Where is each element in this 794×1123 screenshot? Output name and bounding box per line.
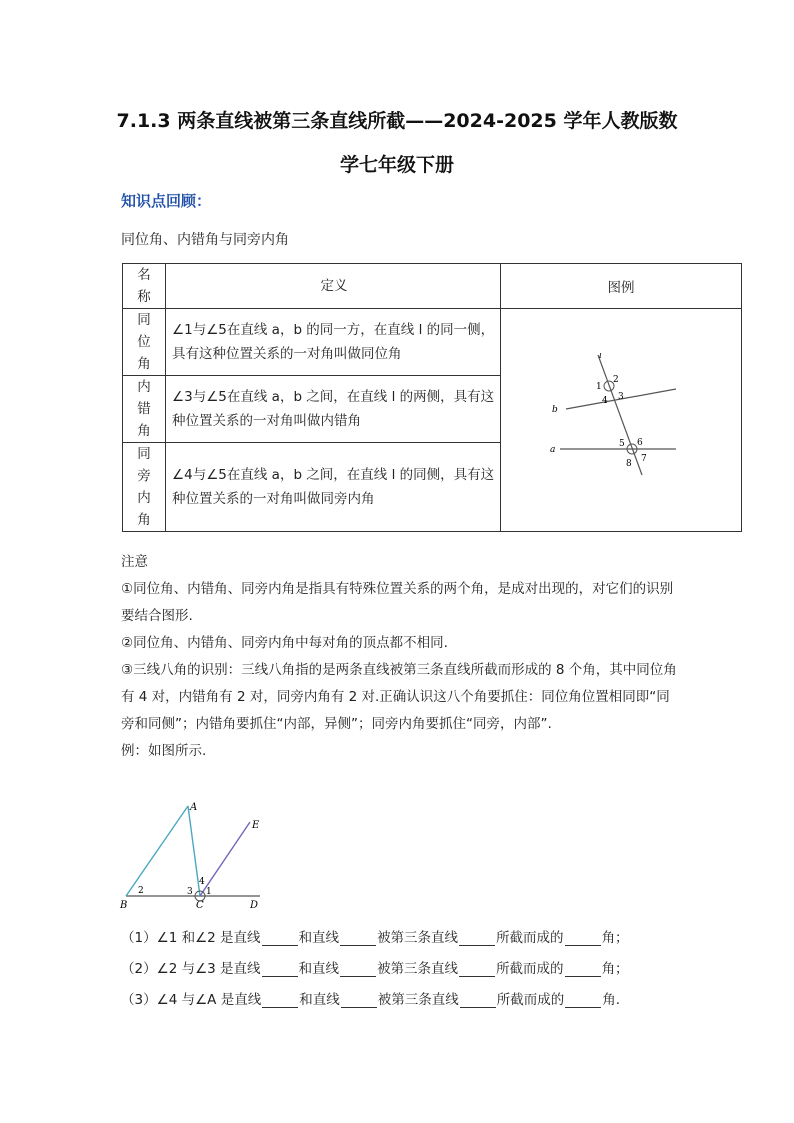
- row-name: [123, 376, 166, 443]
- row-name-text: 同旁内角: [137, 446, 151, 528]
- label-angle-4: 4: [199, 877, 205, 887]
- label-B: B: [120, 900, 128, 910]
- header-figure: 图例: [501, 264, 742, 309]
- label-2: 2: [613, 375, 619, 385]
- q-part: 所截而成的: [496, 930, 564, 946]
- row-name-text: 内错角: [137, 379, 151, 439]
- question-1: [121, 926, 629, 946]
- q-part: 角.: [602, 992, 620, 1008]
- row-name: [123, 309, 166, 376]
- section-heading: 知识点回顾：: [121, 192, 212, 210]
- note-item-3: ③三线八角的识别：三线八角指的是两条直线被第三条直线所截而形成的 8 个角，其中同位角有 4 对，内错角有 2 对，同旁内角有 2 对.正确认识这八个角要抓住：同位角位置相同即“同旁和同侧”；内错角要抓住“内部，异侧”；同旁内角要抓住“同旁，内部”.: [121, 662, 677, 732]
- header-name-text: 名称: [137, 267, 151, 305]
- row-definition: ∠3与∠5在直线 a，b 之间，在直线 l 的两侧，具有这种位置关系的一对角叫做内错角: [166, 376, 501, 443]
- answer-blank[interactable]: [262, 962, 298, 977]
- q-part: 和直线: [298, 961, 340, 977]
- header-name: [123, 264, 166, 309]
- triangle-figure: [118, 800, 278, 910]
- row-name-text: 同位角: [137, 312, 151, 372]
- label-C: C: [196, 900, 204, 910]
- table-header-row: [123, 264, 742, 309]
- note-item-1: ①同位角、内错角、同旁内角是指具有特殊位置关系的两个角，是成对出现的，对它们的识别要结合图形.: [121, 581, 674, 624]
- label-A: A: [190, 802, 198, 813]
- parallel-lines-figure: [546, 353, 696, 483]
- answer-blank[interactable]: [262, 993, 298, 1008]
- label-7: 7: [641, 454, 647, 464]
- label-angle-2: 2: [138, 886, 144, 896]
- answer-blank[interactable]: [565, 931, 601, 946]
- answer-blank[interactable]: [262, 931, 298, 946]
- answer-blank[interactable]: [340, 962, 376, 977]
- segment-ba: [126, 806, 188, 896]
- answer-blank[interactable]: [565, 962, 601, 977]
- figure-cell: [501, 309, 742, 532]
- answer-blank[interactable]: [340, 931, 376, 946]
- q-part: 角；: [601, 930, 629, 946]
- notes-label: 注意: [121, 554, 148, 570]
- q-part: 被第三条直线: [377, 992, 459, 1008]
- label-D: D: [250, 900, 259, 910]
- label-angle-3: 3: [187, 887, 193, 897]
- note-item-2: ②同位角、内错角、同旁内角中每对角的顶点都不相同.: [121, 635, 448, 651]
- answer-blank[interactable]: [460, 993, 496, 1008]
- answer-blank[interactable]: [341, 993, 377, 1008]
- q-prefix: （3）∠4 与∠A 是直线: [121, 992, 262, 1008]
- definition-table: [122, 263, 742, 532]
- row-name: [123, 443, 166, 532]
- label-8: 8: [626, 459, 632, 469]
- subheading: 同位角、内错角与同旁内角: [121, 232, 289, 248]
- q-prefix: （1）∠1 和∠2 是直线: [121, 930, 261, 946]
- row-definition: ∠4与∠5在直线 a，b 之间，在直线 l 的同侧，具有这种位置关系的一对角叫做同旁内角: [166, 443, 501, 532]
- q-part: 和直线: [298, 930, 340, 946]
- q-part: 所截而成的: [496, 992, 565, 1008]
- label-angle-1: 1: [206, 887, 212, 897]
- label-E: E: [252, 820, 260, 831]
- ray-ce: [200, 822, 250, 896]
- label-b: b: [552, 405, 558, 415]
- q-part: 所截而成的: [496, 961, 564, 977]
- example-label: 例：如图所示.: [121, 743, 207, 759]
- answer-blank[interactable]: [565, 993, 601, 1008]
- label-3: 3: [618, 392, 624, 402]
- line-l: [598, 355, 642, 475]
- row-definition: ∠1与∠5在直线 a，b 的同一方，在直线 l 的同一侧，具有这种位置关系的一对角叫做同位角: [166, 309, 501, 376]
- label-1: 1: [596, 382, 602, 392]
- q-part: 被第三条直线: [377, 961, 459, 977]
- label-4: 4: [602, 396, 608, 406]
- label-a: a: [550, 445, 556, 455]
- label-l: l: [599, 353, 602, 361]
- question-2: [121, 957, 629, 977]
- header-definition: 定义: [166, 264, 501, 309]
- page-title-line2: 学七年级下册: [339, 154, 454, 176]
- notes-block: [121, 549, 681, 765]
- label-5: 5: [619, 439, 625, 449]
- table-row: [123, 309, 742, 376]
- q-part: 和直线: [299, 992, 340, 1008]
- answer-blank[interactable]: [459, 931, 495, 946]
- page-title-line1: 7.1.3 两条直线被第三条直线所截——2024-2025 学年人教版数: [116, 110, 678, 132]
- q-part: 被第三条直线: [377, 930, 459, 946]
- answer-blank[interactable]: [459, 962, 495, 977]
- label-6: 6: [637, 438, 643, 448]
- question-3: [121, 988, 620, 1008]
- q-prefix: （2）∠2 与∠3 是直线: [121, 961, 261, 977]
- q-part: 角；: [601, 961, 629, 977]
